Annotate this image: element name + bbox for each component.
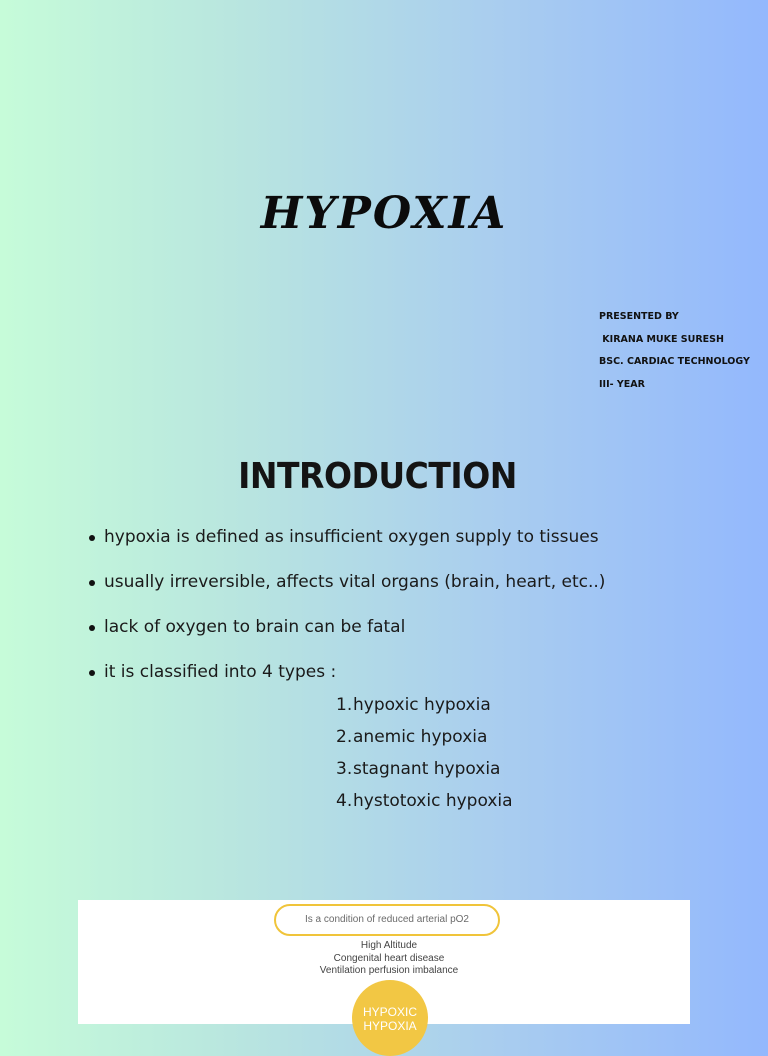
- type-label: hystotoxic hypoxia: [353, 791, 513, 811]
- presented-by-label: PRESENTED BY: [599, 311, 679, 322]
- hypoxic-hypoxia-circle: [352, 980, 428, 1056]
- intro-bullet-list: [86, 522, 605, 702]
- cause-item: Ventilation perfusion imbalance: [319, 965, 459, 976]
- type-number: 4.: [336, 791, 353, 811]
- type-item: [336, 690, 513, 722]
- type-label: anemic hypoxia: [353, 727, 488, 747]
- hypoxia-types-list: [336, 690, 513, 818]
- presenter-year: III- YEAR: [599, 378, 645, 390]
- diagram-card: [78, 900, 690, 1033]
- type-number: 1.: [336, 695, 353, 715]
- causes-list: [78, 940, 700, 978]
- type-number: 3.: [336, 759, 353, 779]
- cause-item: Congenital heart disease: [333, 952, 445, 964]
- type-item: [336, 722, 513, 754]
- type-number: 2.: [336, 727, 353, 747]
- list-item: hypoxia is defined as insufficient oxygen supply to tissues: [86, 522, 605, 567]
- presenter-info: [599, 306, 750, 396]
- introduction-heading: INTRODUCTION: [238, 454, 517, 497]
- definition-pill: Is a condition of reduced arterial pO2: [274, 904, 500, 936]
- type-label: stagnant hypoxia: [353, 759, 501, 779]
- cause-item: High Altitude: [360, 940, 418, 951]
- circle-label-line: HYPOXIA: [363, 1019, 417, 1033]
- list-item: usually irreversible, affects vital organs (brain, heart, etc..): [86, 567, 605, 612]
- circle-label-line: HYPOXIC: [362, 1005, 417, 1019]
- list-item: lack of oxygen to brain can be fatal: [86, 612, 605, 657]
- type-item: [336, 786, 513, 818]
- type-item: [336, 754, 513, 786]
- presenter-course: BSC. CARDIAC TECHNOLOGY: [599, 356, 750, 367]
- presenter-name: KIRANA MUKE SURESH: [599, 333, 724, 345]
- type-label: hypoxic hypoxia: [353, 695, 491, 715]
- list-item: it is classified into 4 types :: [86, 657, 605, 702]
- page-title: HYPOXIA: [260, 188, 508, 239]
